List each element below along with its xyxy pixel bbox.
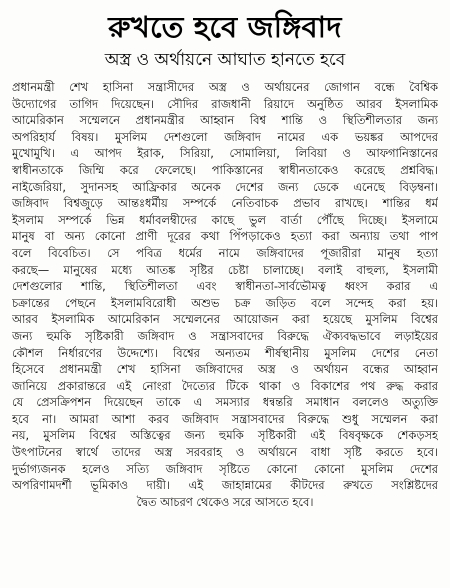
article-line: অপরিণামদর্শী ভূমিকাও দায়ী। এই জাহান্নামের কীটদের রুখতে সংশ্লিষ্টদের [12,478,438,493]
article-line: আরব ইসলামিক আমেরিকান সম্মেলনের আয়োজন করা হয়েছে মুসলিম বিশ্বের [12,312,438,327]
article-line: দুর্ভাগ্যজনক হলেও সত্যি জঙ্গিবাদ সৃষ্টিতে কোনো কোনো মুসলিম দেশের [12,461,438,476]
article-line: জঙ্গিবাদ বিশ্বজুড়ে আন্তঃধর্মীয় সম্পর্কে নেতিবাচক প্রভাব রাখছে। শান্তির ধর্ম [12,196,438,211]
subheadline: অস্ত্র ও অর্থায়নে আঘাত হানতে হবে [104,50,346,70]
article-line: মানুষ বা অন্য কোনো প্রাণী দূরের কথা পিঁপড়াকেও হত্যা করা অন্যায় তথা পাপ [12,229,438,244]
article-line: ইসলাম সম্পর্কে ভিন্ন ধর্মাবলম্বীদের কাছে ভুল বার্তা পৌঁছে দিচ্ছে। ইসলামে [12,212,438,227]
article-line: করছে— মানুষের মধ্যে আতঙ্ক সৃষ্টির চেষ্টা চালাচ্ছে। বলাই বাহুল্য, ইসলামী [12,262,438,277]
article-line: চক্রান্তের পেছনে ইসলামবিরোধী অশুভ চক্র জড়িত বলে সন্দেহ করা হয়। [12,295,438,310]
article-line: জন্য হুমকি সৃষ্টিকারী জঙ্গিবাদ ও সন্ত্রাসবাদের বিরুদ্ধে ঐক্যবদ্ধভাবে লড়াইয়ের [12,328,438,343]
article-line: আমেরিকান সম্মেলনে প্রধানমন্ত্রীর আহ্বান বিশ্ব শান্তি ও স্থিতিশীলতার জন্য [12,113,438,128]
article-line: কৌশল নির্ধারণের উদ্দেশ্যে। বিশ্বের অন্যতম শীর্ষস্থানীয় মুসলিম দেশের নেতা [12,345,438,360]
article-body [12,79,438,510]
article-line: মুখোমুখি। এ আপদ ইরাক, সিরিয়া, সোমালিয়া, লিবিয়া ও আফগানিস্তানের [12,146,438,161]
article-line: উদ্যোগের তাগিদ দিয়েছেন। সৌদির রাজধানী রিয়াদে অনুষ্ঠিত আরব ইসলামিক [12,96,438,111]
article-line: প্রধানমন্ত্রী শেখ হাসিনা সন্ত্রাসীদের অস্ত্র ও অর্থায়নের জোগান বন্ধে বৈশ্বিক [12,80,438,94]
article-line: অপরিহার্য বিষয়। মুসলিম দেশগুলো জঙ্গিবাদ নামের এক ভয়ঙ্কর আপদের [12,129,438,144]
article-line: দেশগুলোর শান্তি, স্থিতিশীলতা এবং স্বাধীনতা-সার্বভৌমত্ব ধ্বংস করার এ [12,279,438,294]
article-line: নাইজেরিয়া, সুদানসহ আফ্রিকার অনেক দেশের জন্য ডেকে এনেছে বিড়ম্বনা। [12,179,438,194]
article-line: স্বাধীনতাকে জিম্মি করে ফেলেছে। পাকিস্তানের স্বাধীনতাকেও করেছে প্রশ্নবিদ্ধ। [12,162,438,177]
headline: রুখতে হবে জঙ্গিবাদ [108,10,342,44]
article-line: জানিয়ে প্রকারান্তরে এই নোংরা দৈত্যের টিকে থাকা ও বিকাশের পথ রুদ্ধ করার [12,378,438,393]
article-line: উৎপাটনের স্বার্থে তাদের অস্ত্র সরবরাহ ও অর্থায়নে বাধা সৃষ্টি করতে হবে। [12,445,438,460]
article-line: বলে বিবেচিত। সে পবিত্র ধর্মের নামে জঙ্গিবাদের পূজারীরা মানুষ হত্যা [12,245,438,260]
article-line: যে প্রেসক্রিপশন দিয়েছেন তাকে এ সমস্যার ধন্বন্তরি সমাধান বললেও অত্যুক্তি [12,395,438,410]
article-line: দ্বৈত আচরণ থেকেও সরে আসতে হবে। [136,494,314,509]
article-line: হিসেবে প্রধানমন্ত্রী শেখ হাসিনা জঙ্গিবাদের অস্ত্র ও অর্থায়ন বন্ধের আহ্বান [12,362,438,377]
article-line: নয়, মুসলিম বিশ্বের অস্তিত্বের জন্য হুমকি সৃষ্টিকারী এই বিষবৃক্ষকে শেকড়সহ [12,428,438,443]
article-line: হবে না। আমরা আশা করব জঙ্গিবাদ সন্ত্রাসবাদের বিরুদ্ধে শুধু সম্মেলন করা [12,411,438,426]
